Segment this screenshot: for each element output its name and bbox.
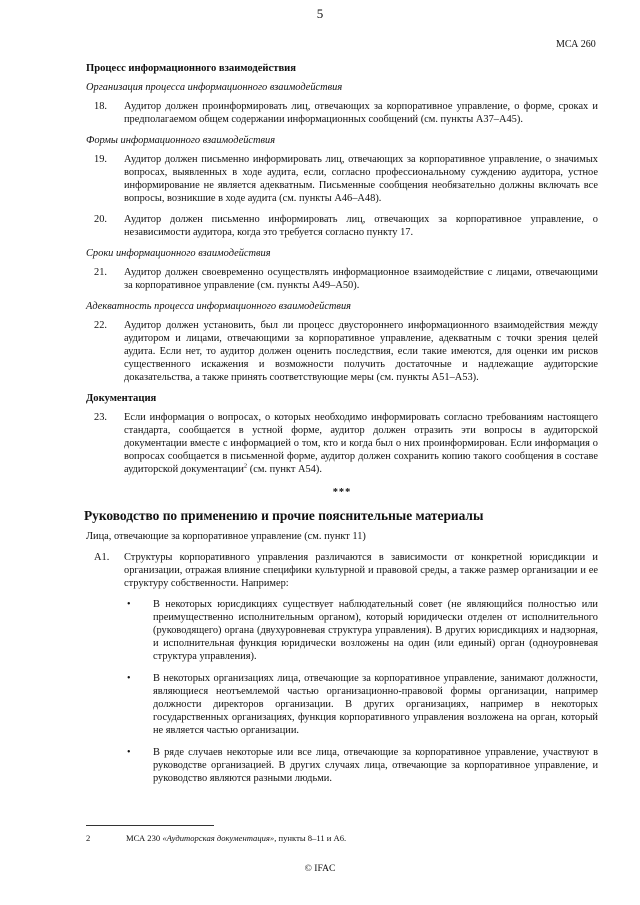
bullet-icon: •: [127, 599, 131, 610]
footnote-title: «Аудиторская документация»: [162, 833, 275, 843]
paragraph-text: [124, 411, 598, 476]
paragraph-text: Аудитор должен своевременно осуществлять информационное взаимодействие с лицами, отвечающими за корпоративное управление (см. пункты А49–А50).: [124, 267, 598, 291]
paragraph-21: [86, 266, 598, 292]
subsection-heading: Сроки информационного взаимодействия: [86, 248, 271, 259]
copyright-footer: © IFAC: [304, 863, 336, 874]
paragraph-19: [86, 153, 598, 205]
paragraph-22: [86, 319, 598, 384]
bullet-text: В некоторых организациях лица, отвечающие за корпоративное управление, занимают должности, являющиеся неотъемлемой частью организационно-правовой формы организации, например должности директоров организации. В других организациях, например в некоторых государственных организациях, функция корпоративного управления возложена на орган, который не является частью организации.: [153, 673, 598, 736]
section-heading: Процесс информационного взаимодействия: [86, 63, 296, 74]
document-code: МСА 260: [556, 39, 596, 50]
paragraph-number: 19.: [94, 154, 107, 165]
footnote-number: 2: [86, 833, 91, 843]
section-heading: Документация: [86, 393, 157, 404]
paragraph-number: 20.: [94, 214, 107, 225]
paragraph-text: Аудитор должен письменно информировать лиц, отвечающих за корпоративное управление, о независимости аудитора, когда это требуется согласно пункту 17.: [124, 214, 598, 238]
paragraph-text: Структуры корпоративного управления различаются в зависимости от конкретной юрисдикции и организации, отражая влияние специфики культурной и правовой среды, а также размер организации и ее структуру собственности. Например:: [124, 552, 598, 589]
paragraph-text: Аудитор должен установить, был ли процесс двустороннего информационного взаимодействия между аудитором и лицами, отвечающими за корпоративное управление, адекватным с точки зрения целей аудита. Если нет, то аудитор должен оценить последствия, если такие имеются, для оценки им рисков существенного искажения и возможности получить достаточные и надлежащие аудиторские доказательства, а также принять соответствующие меры (см. пункты А51–А53).: [124, 320, 598, 383]
subsection-heading: Формы информационного взаимодействия: [86, 135, 276, 146]
bullet-item: [124, 746, 598, 785]
paragraph-number: 21.: [94, 267, 107, 278]
footnote-text-post: , пункты 8–11 и А6.: [274, 833, 347, 843]
paragraph-number: А1.: [94, 552, 110, 563]
page-number: 5: [316, 6, 324, 21]
bullet-icon: •: [127, 747, 131, 758]
paragraph-number: 23.: [94, 412, 107, 423]
paragraph-20: [86, 213, 598, 239]
section-separator: ***: [332, 487, 352, 498]
paragraph-text: Аудитор должен проинформировать лиц, отвечающих за корпоративное управление, о форме, сроках и предполагаемом общем содержании информационных сообщений (см. пункты А37–А45).: [124, 101, 598, 125]
paragraph-23: [86, 411, 598, 476]
paragraph-number: 18.: [94, 101, 107, 112]
subsection-heading: Организация процесса информационного взаимодействия: [86, 82, 343, 93]
paragraph-a1: [86, 551, 598, 590]
paragraph-number: 22.: [94, 320, 107, 331]
footnote-text: [126, 832, 346, 845]
bullet-text: В некоторых юрисдикциях существует наблюдательный совет (не являющийся полностью или преимущественно исполнительным органом), который юридически отделен от исполнительного (руководящего) органа (двухуровневая структура управления). В других юрисдикциях и надзорная, и исполнительная функция юридически возложены на один (или единый) орган (одноуровневая структура управления).: [153, 599, 598, 662]
footnote-text-pre: МСА 230: [126, 833, 163, 843]
bullet-item: [124, 672, 598, 737]
paragraph-text-main: Если информация о вопросах, о которых необходимо информировать согласно требованиям настоящего стандарта, сообщается в устной форме, аудитор должен отразить эти вопросы в аудиторской документации вместе с информацией о том, кто и когда был о них проинформирован. Если информация о вопросах сообщается в письменной форме, аудитор должен сохранить копию такого сообщения в составе аудиторской документации: [124, 412, 598, 475]
paragraph-18: [86, 100, 598, 126]
page-content: [86, 62, 598, 794]
bullet-item: [124, 598, 598, 663]
footnote: [86, 832, 598, 845]
guidance-title: Руководство по применению и прочие пояснительные материалы: [84, 508, 484, 523]
paragraph-text: Аудитор должен письменно информировать лиц, отвечающих за корпоративное управление, о значимых вопросах, выявленных в ходе аудита, если, согласно профессиональному суждению аудитора, устное информирование не является адекватным. Письменные сообщения необязательно должны включать все вопросы, возникшие в ходе аудита (см. пункты А46–А48).: [124, 154, 598, 204]
bullet-text: В ряде случаев некоторые или все лица, отвечающие за корпоративное управление, участвуют в руководстве организацией. В других случаях лица, отвечающие за корпоративное управление, и руководство являются разными людьми.: [153, 747, 598, 784]
bullet-icon: •: [127, 673, 131, 684]
footnote-divider: [86, 825, 214, 826]
subsection-heading: Адекватность процесса информационного взаимодействия: [86, 301, 351, 312]
paragraph-text-tail: (см. пункт А54).: [247, 464, 322, 475]
footnote-ref: 2: [243, 462, 248, 470]
guidance-intro: Лица, отвечающие за корпоративное управление (см. пункт 11): [86, 531, 366, 542]
